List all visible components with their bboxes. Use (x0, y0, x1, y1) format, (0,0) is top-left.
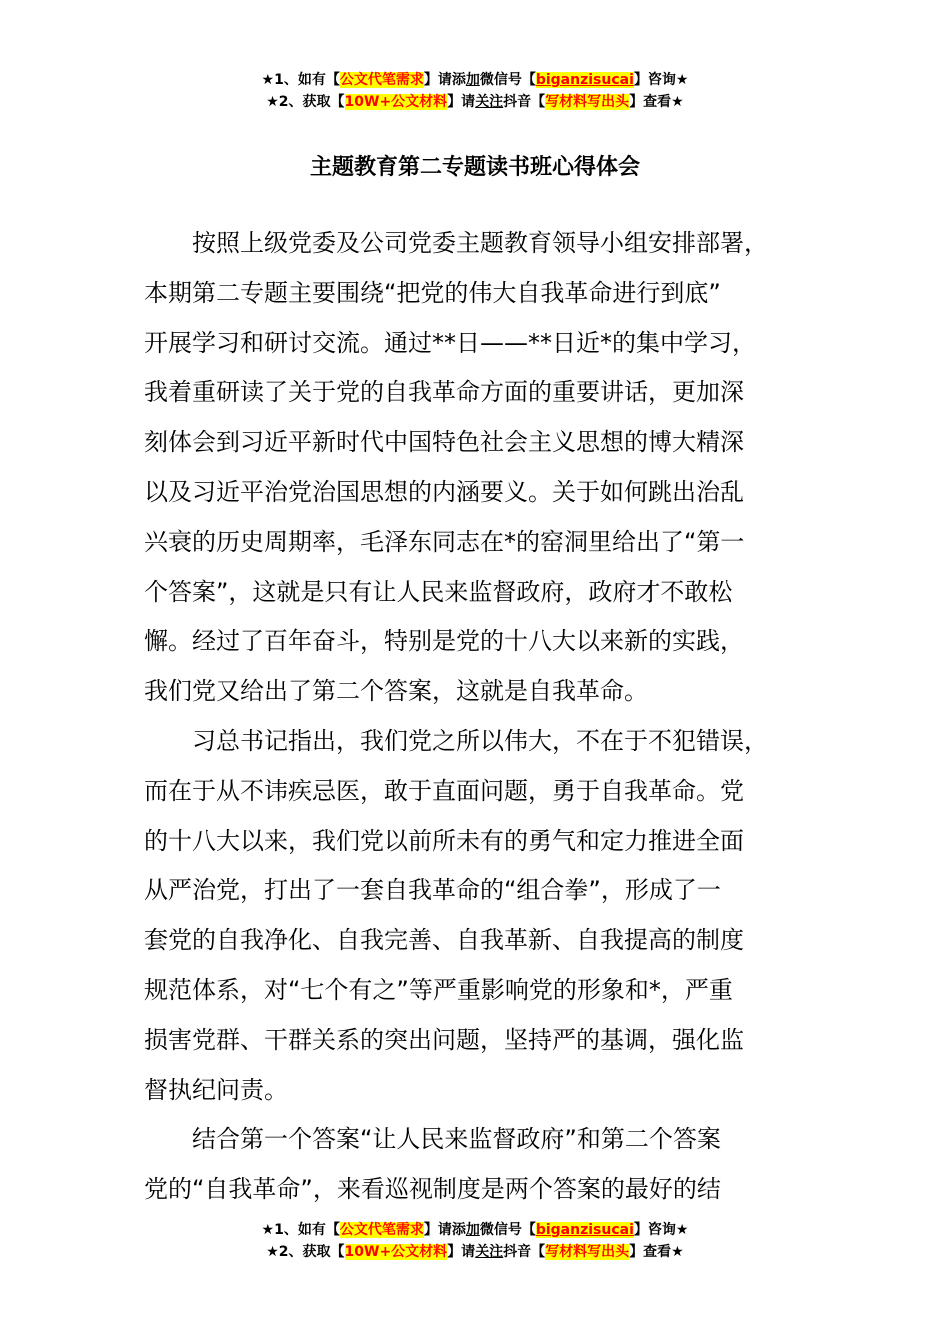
paragraph-line: 我们党又给出了第二个答案，这就是自我革命。 (144, 677, 648, 706)
notice-text: 】查看★ (629, 1244, 684, 1260)
header-notice (0, 69, 950, 113)
notice-line-1 (0, 1219, 950, 1241)
paragraph-line: 兴衰的历史周期率，毛泽东同志在*的窑洞里给出了“第一 (144, 527, 745, 556)
notice-text: 微信号【 (479, 1222, 536, 1238)
paragraph-line: 规范体系，对“七个有之”等严重影响党的形象和*，严重 (144, 975, 733, 1004)
notice-text-underlined: 加 (465, 1222, 480, 1238)
document-body (144, 219, 834, 1215)
paragraph-line: 懈。经过了百年奋斗，特别是党的十八大以来新的实践， (144, 627, 744, 656)
highlight-wechat-id: biganzisucai (535, 72, 634, 88)
notice-text: ★1、如有【 (261, 72, 340, 88)
document-title: 主题教育第二专题读书班心得体会 (309, 155, 640, 180)
paragraph-first-line: 按照上级党委及公司党委主题教育领导小组安排部署， (192, 229, 768, 257)
paragraph-line: 我着重研读了关于党的自我革命方面的重要讲话，更加深 (144, 378, 744, 407)
notice-text-underlined: 加 (465, 72, 480, 88)
highlight-service: 公文代笔需求 (339, 1222, 424, 1238)
notice-text: 】请添 (423, 1222, 466, 1238)
notice-text: 】请 (447, 1244, 476, 1260)
paragraph-line: 套党的自我净化、自我完善、自我革新、自我提高的制度 (144, 926, 744, 955)
paragraph-line: 从严治党，打出了一套自我革命的“组合拳”，形成了一 (144, 876, 721, 905)
highlight-wechat-id: biganzisucai (535, 1222, 634, 1238)
paragraph-line: 党的“自我革命”，来看巡视制度是两个答案的最好的结 (144, 1175, 721, 1204)
highlight-douyin-account: 写材料写出头 (545, 1244, 630, 1260)
notice-text: 】请添 (423, 72, 466, 88)
paragraph-first-line: 结合第一个答案“让人民来监督政府”和第二个答案 (192, 1125, 721, 1154)
notice-line-1 (0, 69, 950, 91)
notice-text-underlined: 关注 (475, 1244, 504, 1260)
footer-notice (0, 1219, 950, 1263)
notice-text: 微信号【 (479, 72, 536, 88)
paragraph-line: 以及习近平治党治国思想的内涵要义。关于如何跳出治乱 (144, 477, 744, 506)
highlight-materials: 10W+公文材料 (344, 1244, 448, 1260)
notice-text: 抖音【 (503, 1244, 546, 1260)
notice-text: ★1、如有【 (261, 1222, 340, 1238)
notice-text: 抖音【 (503, 94, 546, 110)
paragraph-line: 而在于从不讳疾忌医，敢于直面问题，勇于自我革命。党 (144, 776, 744, 805)
notice-line-2 (0, 91, 950, 113)
paragraph-line: 开展学习和研讨交流。通过**日——**日近*的集中学习， (144, 328, 756, 357)
notice-text: 】查看★ (629, 94, 684, 110)
paragraph-line: 刻体会到习近平新时代中国特色社会主义思想的博大精深 (144, 428, 744, 457)
notice-text-underlined: 关注 (475, 94, 504, 110)
highlight-materials: 10W+公文材料 (344, 94, 448, 110)
notice-text: 】咨询★ (633, 1222, 689, 1238)
notice-text: 】咨询★ (633, 72, 689, 88)
paragraph-line: 的十八大以来，我们党以前所未有的勇气和定力推进全面 (144, 826, 744, 855)
highlight-douyin-account: 写材料写出头 (545, 94, 630, 110)
paragraph-line: 损害党群、干群关系的突出问题，坚持严的基调，强化监 (144, 1025, 744, 1054)
paragraph-line: 督执纪问责。 (144, 1075, 288, 1104)
notice-line-2 (0, 1241, 950, 1263)
paragraph-line: 本期第二专题主要围绕“把党的伟大自我革命进行到底” (144, 278, 721, 307)
highlight-service: 公文代笔需求 (339, 72, 424, 88)
notice-text: ★2、获取【 (266, 1244, 345, 1260)
notice-text: ★2、获取【 (266, 94, 345, 110)
paragraph-first-line: 习总书记指出，我们党之所以伟大，不在于不犯错误， (192, 726, 768, 755)
paragraph-line: 个答案”，这就是只有让人民来监督政府，政府才不敢松 (144, 577, 733, 606)
notice-text: 】请 (447, 94, 476, 110)
